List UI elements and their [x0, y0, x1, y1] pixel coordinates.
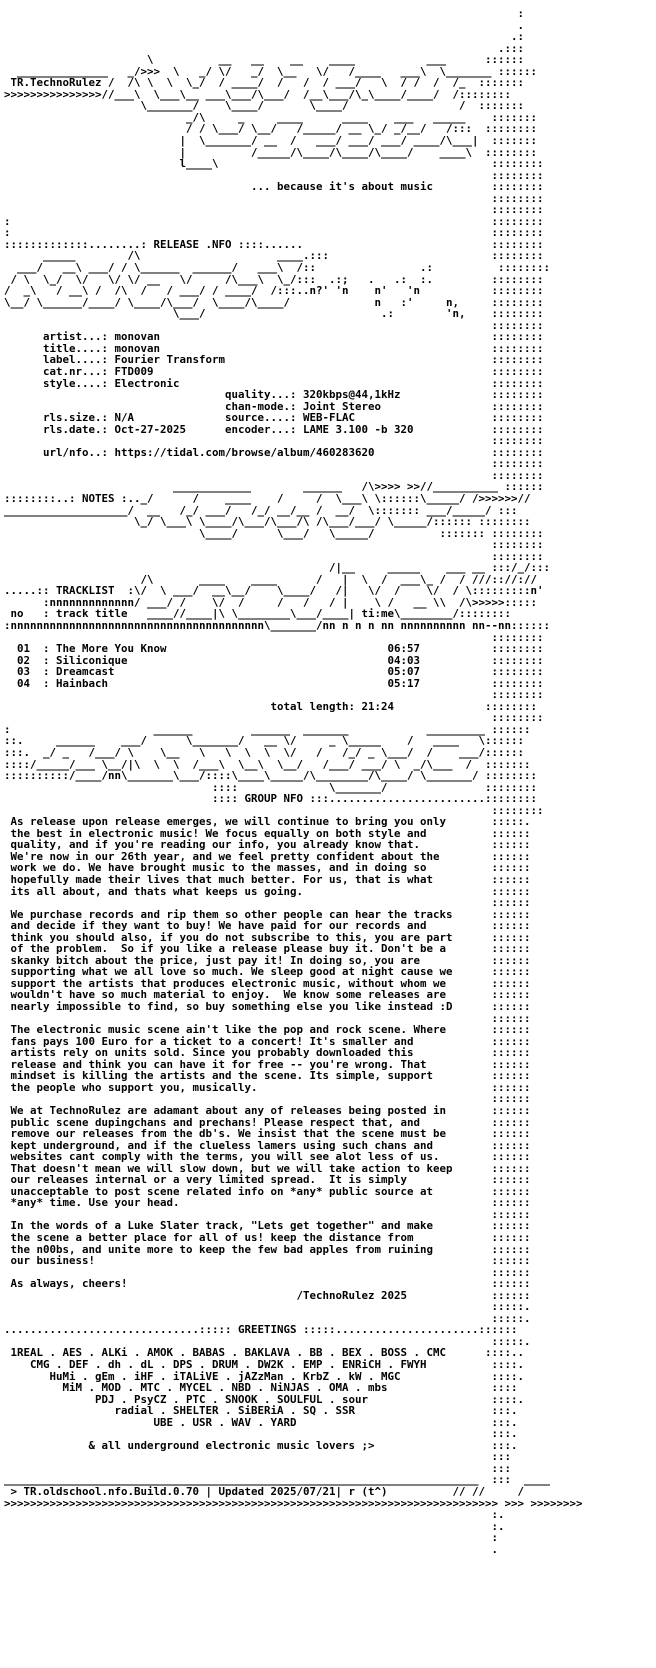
nfo-line: ___________________/ __ /_/ ___/ /_/ __/__ / __/ \::::::: ___/_____/ ::: [4, 503, 518, 517]
nfo-line: That doesn't mean we will slow down, but we will take action to keep :::::: [4, 1161, 531, 1175]
nfo-line: :nnnnnnnnnnnnnnnnnnnnnnnnnnnnnnnnnnnnnnn\_______/nn n n n nn nnnnnnnnnn nn--nn:::::: [4, 618, 551, 632]
nfo-line: and decide if they want to buy! We have paid for our records and :::::: [4, 919, 531, 933]
nfo-line: *any* time. Use your head. :::::: [4, 1196, 531, 1210]
nfo-line: MiM . MOD . MTC . MYCEL . NBD . NiNJAS . OMA . mbs :::: [4, 1381, 518, 1395]
nfo-line: url/nfo..: https://tidal.com/browse/album/460283620 :::::::: [4, 445, 544, 459]
nfo-line: .....:: TRACKLIST :\/ \ ___/ __\__/ \____/ /| \/ / \/ / \:::::::::n' [4, 584, 544, 598]
nfo-line: >>>>>>>>>>>>>>>>>>>>>>>>>>>>>>>>>>>>>>>>>>>>>>>>>>>>>>>>>>>>>>>>>>>>>>>>>>>> >>> >>>>>>>> [4, 1496, 583, 1510]
nfo-line: ::::/_____/___ \__/|\ \ \ /___\ \__\ \__/ /___/ ___/ \ _/\___ / ::::::: [4, 757, 531, 771]
nfo-line: ::: [4, 1461, 512, 1475]
nfo-line: :::::: [4, 1265, 531, 1279]
nfo-line: /|__ _____ ___ __ :::/_/::: [4, 561, 551, 575]
nfo-line: : ______ ______ _______ _________ :::::: [4, 722, 531, 736]
nfo-line: the scene a better place for all of us! keep the distance from :::::: [4, 1230, 531, 1244]
nfo-line: :::::::: [4, 803, 544, 817]
nfo-line: :::::. [4, 1311, 531, 1325]
nfo-line: :::: \_______/ :::::::: [4, 780, 538, 794]
nfo-line: > TR.oldschool.nfo.Build.0.70 | Updated 2025/07/21| r (t^) // // / [4, 1485, 525, 1498]
nfo-line: ___/ __\ ___/ / \______ ______/ ___\ /:: .: :::::::: [4, 261, 551, 275]
nfo-line: \_______/ \____/ \____/ / ::::::: [4, 99, 525, 113]
nfo-line: ::: [4, 1450, 512, 1464]
nfo-line: ::::::::::/____/nn\_______\___/::::\____\_____/\________/\____/ \_______/ :::::::: [4, 769, 538, 783]
nfo-line: \_/ \___\ \____/\___/\___/\ /\___/___/ \_____/:::::: :::::::: [4, 515, 531, 529]
nfo-line: 04 : Hainbach 05:17 :::::::: [4, 676, 544, 690]
nfo-line: :::::::: [4, 688, 544, 702]
nfo-line: ... because it's about music :::::::: [4, 180, 544, 194]
nfo-line: The electronic music scene ain't like the pop and rock scene. Where :::::: [4, 1023, 531, 1037]
nfo-line: We purchase records and rip them so other people can hear the tracks :::::: [4, 907, 531, 921]
nfo-line: .: [4, 30, 525, 44]
nfo-line: We're now in our 26th year, and we feel pretty confident about the :::::: [4, 849, 531, 863]
nfo-text-block [4, 8, 583, 1555]
nfo-line: cat.nr...: FTD009 :::::::: [4, 364, 544, 378]
nfo-line: the best in electronic music! We focus equally on both style and :::::: [4, 826, 531, 840]
nfo-line: of the problem. So if you like a release please buy it. Don't be a :::::: [4, 942, 531, 956]
nfo-line: artists rely on units sold. Since you probably downloaded this :::::: [4, 1046, 531, 1060]
nfo-line: HuMi . gEm . iHF . iTALiVE . jAZzMan . KrbZ . kW . MGC ::::. [4, 1369, 525, 1383]
nfo-line: / _\ / __\ / /\ / / ___/ / ____/ /:::..n?' 'n n' 'n :::::::: [4, 284, 544, 298]
nfo-line: :::::::: [4, 434, 544, 448]
nfo-line: :::. [4, 1427, 518, 1441]
nfo-line: : [4, 1531, 499, 1545]
nfo-line: title....: monovan :::::::: [4, 341, 544, 355]
nfo-line: & all underground electronic music lovers ;> :::. [4, 1438, 518, 1452]
nfo-line: style....: Electronic :::::::: [4, 376, 544, 390]
nfo-line: / \ \_/ \/ \/ \/ __ \/ /\___\ \_/::: .:; . .: :. :::::::: [4, 272, 544, 286]
nfo-line: mindset is killing the artists and the scene. Its simple, support :::::: [4, 1069, 531, 1083]
nfo-line: /TechnoRulez 2025 :::::: [4, 1288, 531, 1302]
nfo-line: \ __ __ __ ____ ___ :::::: [4, 53, 525, 67]
nfo-line: /\ ____ ____ / | \ / ___\_ / / ///:://:// [4, 572, 538, 586]
nfo-line: nearly impossible to find, so buy something else you like instead :D :::::: [4, 1000, 531, 1014]
nfo-line: : [4, 7, 525, 20]
nfo-line: _________________________________________________________________________ ::: ____ [4, 1473, 551, 1487]
nfo-line: :::::::: [4, 191, 544, 205]
nfo-line: :. [4, 1519, 505, 1533]
nfo-line: :::::::: [4, 168, 544, 182]
nfo-line: hopefully made their lives that much better. For us, that is what :::::: [4, 873, 531, 887]
nfo-line: ::. ______ ___/ \_______/ __ \/ _ \_____ / ____ \:::::: [4, 734, 525, 748]
nfo-line: quality, and if you're reading our info, you already know that. :::::: [4, 838, 531, 852]
nfo-line: PDJ . PsyCZ . PTC . SNOOK . SOULFUL . sour ::::. [4, 1392, 525, 1406]
nfo-line: wouldn't have so much material to enjoy. We know some releases are :::::: [4, 988, 531, 1002]
nfo-line: think you should also, if you do not subscribe to this, you are part :::::: [4, 930, 531, 944]
nfo-line: remove our releases from the db's. We insist that the scene must be :::::: [4, 1127, 531, 1141]
nfo-line: work we do. We have brought music to the masses, and in doing so :::::: [4, 861, 531, 875]
nfo-line: CMG . DEF . dh . dL . DPS . DRUM . DW2K . EMP . ENRiCH . FWYH ::::. [4, 1357, 525, 1371]
nfo-line: 03 : Dreamcast 05:07 :::::::: [4, 665, 544, 679]
nfo-line: total length: 21:24 :::::::: [4, 699, 538, 713]
nfo-line: As always, cheers! :::::: [4, 1277, 531, 1291]
nfo-line: :::::::: [4, 711, 544, 725]
nfo-line: :::::::: [4, 630, 544, 644]
nfo-line: l____\ :::::::: [4, 157, 544, 171]
nfo-line: label....: Fourier Transform :::::::: [4, 353, 544, 367]
nfo-line: :::::: [4, 1092, 531, 1106]
nfo-line: public scene dupingchans and prechans! Please respect that, and :::::: [4, 1115, 531, 1129]
nfo-line: ..............................::::: GREETINGS :::::......................:::::: [4, 1323, 518, 1337]
nfo-line: rls.date.: Oct-27-2025 encoder...: LAME 3.100 -b 320 :::::::: [4, 422, 544, 436]
nfo-line: .::: [4, 41, 525, 55]
nfo-line: . [4, 18, 525, 32]
nfo-line: kept underground, and if the clueless lamers using such chans and :::::: [4, 1138, 531, 1152]
nfo-line: artist...: monovan :::::::: [4, 330, 544, 344]
nfo-line: : :::::::: [4, 226, 544, 240]
nfo-line: unacceptable to post scene related info on *any* public source at :::::: [4, 1184, 531, 1198]
nfo-line: :nnnnnnnnnnnnn/ ___/ / \/ / / / / | \ / __ \\ /\>>>>>::::: [4, 595, 538, 609]
nfo-line: \___/ .: 'n, :::::::: [4, 307, 544, 321]
nfo-line: :. [4, 1508, 505, 1522]
nfo-line: support the artists that produces electronic music, without whom we :::::: [4, 976, 531, 990]
nfo-line: :::. _/ _ /___/ \ \__ \ \ \ \ \/ / /_/ _ \___/ / ___/:::::: [4, 746, 525, 759]
nfo-line: release and think you can have it for free -- you're wrong. That :::::: [4, 1057, 531, 1071]
nfo-line: rls.size.: N/A source....: WEB-FLAC :::::::: [4, 411, 544, 425]
nfo-line: As release upon release emerges, we will continue to bring you only :::::. [4, 815, 531, 829]
nfo-line: : :::::::: [4, 214, 544, 228]
nfo-line: 1REAL . AES . ALKi . AMOK . BABAS . BAKLAVA . BB . BEX . BOSS . CMC ::::.. [4, 1346, 525, 1360]
nfo-line: TR.TechnoRulez / /\ \ \ \_/ / ____/ / / / ___/ \ / / / /_ ::::::: [4, 76, 525, 90]
nfo-line: _____ /\ ____.::: :::::::: [4, 249, 544, 263]
nfo-line: \____/ \___/ \_____/ ::::::: :::::::: [4, 526, 544, 540]
nfo-line: fans pays 100 Euro for a ticket to a concert! It's smaller and :::::: [4, 1034, 531, 1048]
nfo-line: no : track title ____//____|\ \________\___/____| ti:me\________/:::::::: [4, 607, 512, 621]
nfo-line: ____________ ______ /\>>>> >>//__________ :::::: [4, 480, 544, 494]
nfo-line: _/\ _ ____ ____ ___ _____ ::::::: [4, 110, 538, 124]
nfo-line: quality...: 320kbps@44,1kHz :::::::: [4, 388, 544, 402]
nfo-line: >>>>>>>>>>>>>>>//___\ \___\__ ___\___/\___/ /__\___/\_\____/____/ /:::::::: [4, 87, 512, 101]
nfo-line: :::::: [4, 1011, 531, 1025]
nfo-line: 02 : Siliconique 04:03 :::::::: [4, 653, 544, 667]
nfo-line: | \_______/ __ / ___/ ___/ ___/ ____/\___| ::::::: [4, 134, 538, 148]
nfo-line: supporting what we all love so much. We sleep good at night cause we :::::: [4, 965, 531, 979]
nfo-line: . [4, 1542, 499, 1556]
nfo-line: :::::: [4, 1207, 531, 1221]
nfo-line: skanky bitch about the price, just pay it! In doing so, you are :::::: [4, 953, 531, 967]
nfo-line: chan-mode.: Joint Stereo :::::::: [4, 399, 544, 413]
nfo-line: We at TechnoRulez are adamant about any of releases being posted in :::::: [4, 1103, 531, 1117]
nfo-line: 01 : The More You Know 06:57 :::::::: [4, 642, 544, 656]
nfo-line: radial . SHELTER . SiBERiA . SQ . SSR :::. [4, 1404, 518, 1418]
nfo-line: :::::::: [4, 203, 544, 217]
nfo-line: ::::::::..: NOTES :.._/ / ____ / / \___\ \::::::\_____/ />>>>>>// [4, 491, 531, 505]
nfo-line: :::::::: [4, 538, 544, 552]
nfo-line: our business! :::::: [4, 1254, 531, 1268]
nfo-line: our releases internal or a very limited spread. It is simply :::::: [4, 1173, 531, 1187]
nfo-line: :::: GROUP NFO :::........................:::::::: [4, 792, 538, 806]
nfo-line: :::::: [4, 896, 531, 910]
nfo-line: websites cant comply with the terms, you will see alot less of us. :::::: [4, 1150, 531, 1164]
nfo-line: :::::::: [4, 318, 544, 332]
nfo-line: :::::::: [4, 457, 544, 471]
nfo-line: :::::::: [4, 549, 544, 563]
nfo-line: its all about, and thats what keeps us going. :::::: [4, 884, 531, 898]
nfo-line: \__/ \______/____/ \____/\___/ \____/\____/ n :' n, :::::::: [4, 295, 544, 309]
nfo-line: In the words of a Luke Slater track, "Lets get together" and make :::::: [4, 1219, 531, 1233]
nfo-line: :::::. [4, 1300, 531, 1314]
nfo-line: / / \___/ \__/ /_____/ __ \_/ _/__/ /::: :::::::: [4, 122, 538, 136]
nfo-line: :::::::::::::........: RELEASE .NFO ::::...... :::::::: [4, 237, 544, 251]
nfo-line: the people who support you, musically. :::::: [4, 1080, 531, 1094]
nfo-line: UBE . USR . WAV . YARD :::. [4, 1415, 518, 1429]
nfo-line: :::::::: [4, 468, 544, 482]
nfo-line: the n00bs, and unite more to keep the few bad apples from ruining :::::: [4, 1242, 531, 1256]
nfo-line: | /_____/\____/\____/\____/ ____\ :::::::: [4, 145, 538, 159]
nfo-line: ______________ _/>>> \ _/ \/ _/ \__ \/ /____ ___\ \_______ :::::: [4, 64, 538, 78]
nfo-line: :::::. [4, 1334, 531, 1348]
